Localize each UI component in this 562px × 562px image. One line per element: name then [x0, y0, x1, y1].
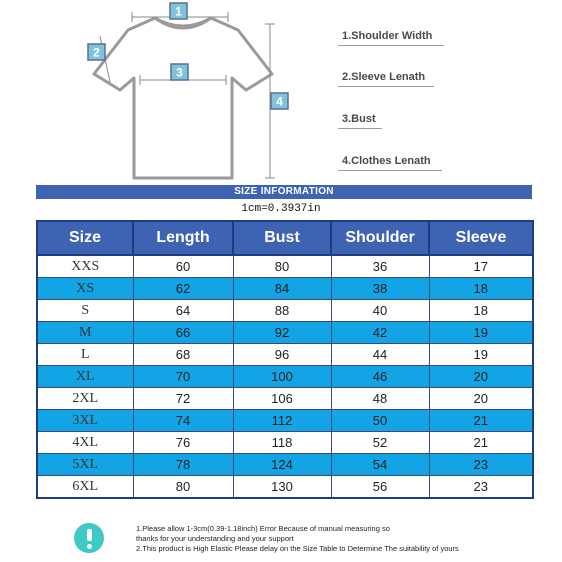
header-length: Length — [133, 221, 233, 255]
cell-length: 80 — [133, 476, 233, 499]
note-line-1: 1.Please allow 1-3cm(0.39-1.18inch) Error Because of manual measuring so — [136, 524, 390, 533]
exclamation-icon — [74, 523, 104, 553]
cell-size: M — [37, 322, 133, 344]
cell-sleeve: 23 — [429, 454, 533, 476]
marker-3: 3 — [176, 65, 183, 80]
legend-underline — [338, 170, 442, 171]
cell-size: 2XL — [37, 388, 133, 410]
cell-length: 70 — [133, 366, 233, 388]
cell-size: 6XL — [37, 476, 133, 499]
table-row — [37, 388, 533, 410]
cell-length: 72 — [133, 388, 233, 410]
cell-sleeve: 18 — [429, 300, 533, 322]
cell-bust: 88 — [233, 300, 331, 322]
size-table — [36, 220, 534, 499]
cell-sleeve: 21 — [429, 432, 533, 454]
cell-sleeve: 17 — [429, 255, 533, 278]
table-row — [37, 410, 533, 432]
header-sleeve: Sleeve — [429, 221, 533, 255]
table-row — [37, 366, 533, 388]
table-row — [37, 255, 533, 278]
cell-shoulder: 56 — [331, 476, 429, 499]
cell-shoulder: 44 — [331, 344, 429, 366]
cell-size: XS — [37, 278, 133, 300]
cell-length: 74 — [133, 410, 233, 432]
table-row — [37, 476, 533, 499]
header-bust: Bust — [233, 221, 331, 255]
table-row — [37, 322, 533, 344]
table-row — [37, 454, 533, 476]
legend-bust: 3.Bust — [342, 113, 376, 125]
cell-bust: 106 — [233, 388, 331, 410]
cell-shoulder: 38 — [331, 278, 429, 300]
tshirt-outline — [94, 18, 272, 178]
cell-shoulder: 48 — [331, 388, 429, 410]
cell-length: 62 — [133, 278, 233, 300]
cell-size: 4XL — [37, 432, 133, 454]
cell-sleeve: 21 — [429, 410, 533, 432]
legend-clothes-length: 4.Clothes Lenath — [342, 155, 431, 167]
table-row — [37, 300, 533, 322]
cell-sleeve: 20 — [429, 366, 533, 388]
cell-shoulder: 46 — [331, 366, 429, 388]
cell-bust: 118 — [233, 432, 331, 454]
cell-bust: 92 — [233, 322, 331, 344]
cell-shoulder: 40 — [331, 300, 429, 322]
cell-sleeve: 20 — [429, 388, 533, 410]
cell-length: 64 — [133, 300, 233, 322]
cell-bust: 84 — [233, 278, 331, 300]
cell-bust: 100 — [233, 366, 331, 388]
cell-size: L — [37, 344, 133, 366]
unit-conversion: 1cm=0.3937in — [241, 203, 321, 215]
cell-sleeve: 23 — [429, 476, 533, 499]
size-information-banner: SIZE INFORMATION — [36, 185, 532, 199]
cell-size: 3XL — [37, 410, 133, 432]
legend-shoulder-width: 1.Shoulder Width — [342, 30, 433, 42]
cell-sleeve: 18 — [429, 278, 533, 300]
cell-length: 66 — [133, 322, 233, 344]
table-row — [37, 432, 533, 454]
cell-length: 76 — [133, 432, 233, 454]
cell-shoulder: 52 — [331, 432, 429, 454]
cell-size: 5XL — [37, 454, 133, 476]
cell-bust: 130 — [233, 476, 331, 499]
note-line-3: 2.This product is High Elastic Please delay on the Size Table to Determine The suitability of yours — [136, 544, 459, 553]
marker-1: 1 — [175, 4, 182, 19]
cell-bust: 96 — [233, 344, 331, 366]
cell-shoulder: 50 — [331, 410, 429, 432]
legend-underline — [338, 86, 434, 87]
legend-sleeve-length: 2.Sleeve Lenath — [342, 71, 426, 83]
header-size: Size — [37, 221, 133, 255]
cell-size: XXS — [37, 255, 133, 278]
cell-bust: 112 — [233, 410, 331, 432]
table-row — [37, 278, 533, 300]
cell-sleeve: 19 — [429, 322, 533, 344]
cell-shoulder: 36 — [331, 255, 429, 278]
cell-length: 60 — [133, 255, 233, 278]
tshirt-measurement-diagram — [0, 0, 562, 185]
header-shoulder: Shoulder — [331, 221, 429, 255]
note-line-2: thanks for your understanding and your support — [136, 534, 294, 543]
cell-bust: 80 — [233, 255, 331, 278]
cell-size: S — [37, 300, 133, 322]
notes-text — [136, 524, 532, 554]
table-row — [37, 344, 533, 366]
notes-section — [36, 521, 532, 559]
cell-sleeve: 19 — [429, 344, 533, 366]
marker-4: 4 — [276, 94, 283, 109]
cell-bust: 124 — [233, 454, 331, 476]
legend-underline — [338, 45, 444, 46]
size-table-header — [37, 221, 533, 255]
cell-size: XL — [37, 366, 133, 388]
cell-shoulder: 42 — [331, 322, 429, 344]
cell-shoulder: 54 — [331, 454, 429, 476]
cell-length: 68 — [133, 344, 233, 366]
cell-length: 78 — [133, 454, 233, 476]
legend-underline — [338, 128, 382, 129]
marker-2: 2 — [93, 45, 100, 60]
